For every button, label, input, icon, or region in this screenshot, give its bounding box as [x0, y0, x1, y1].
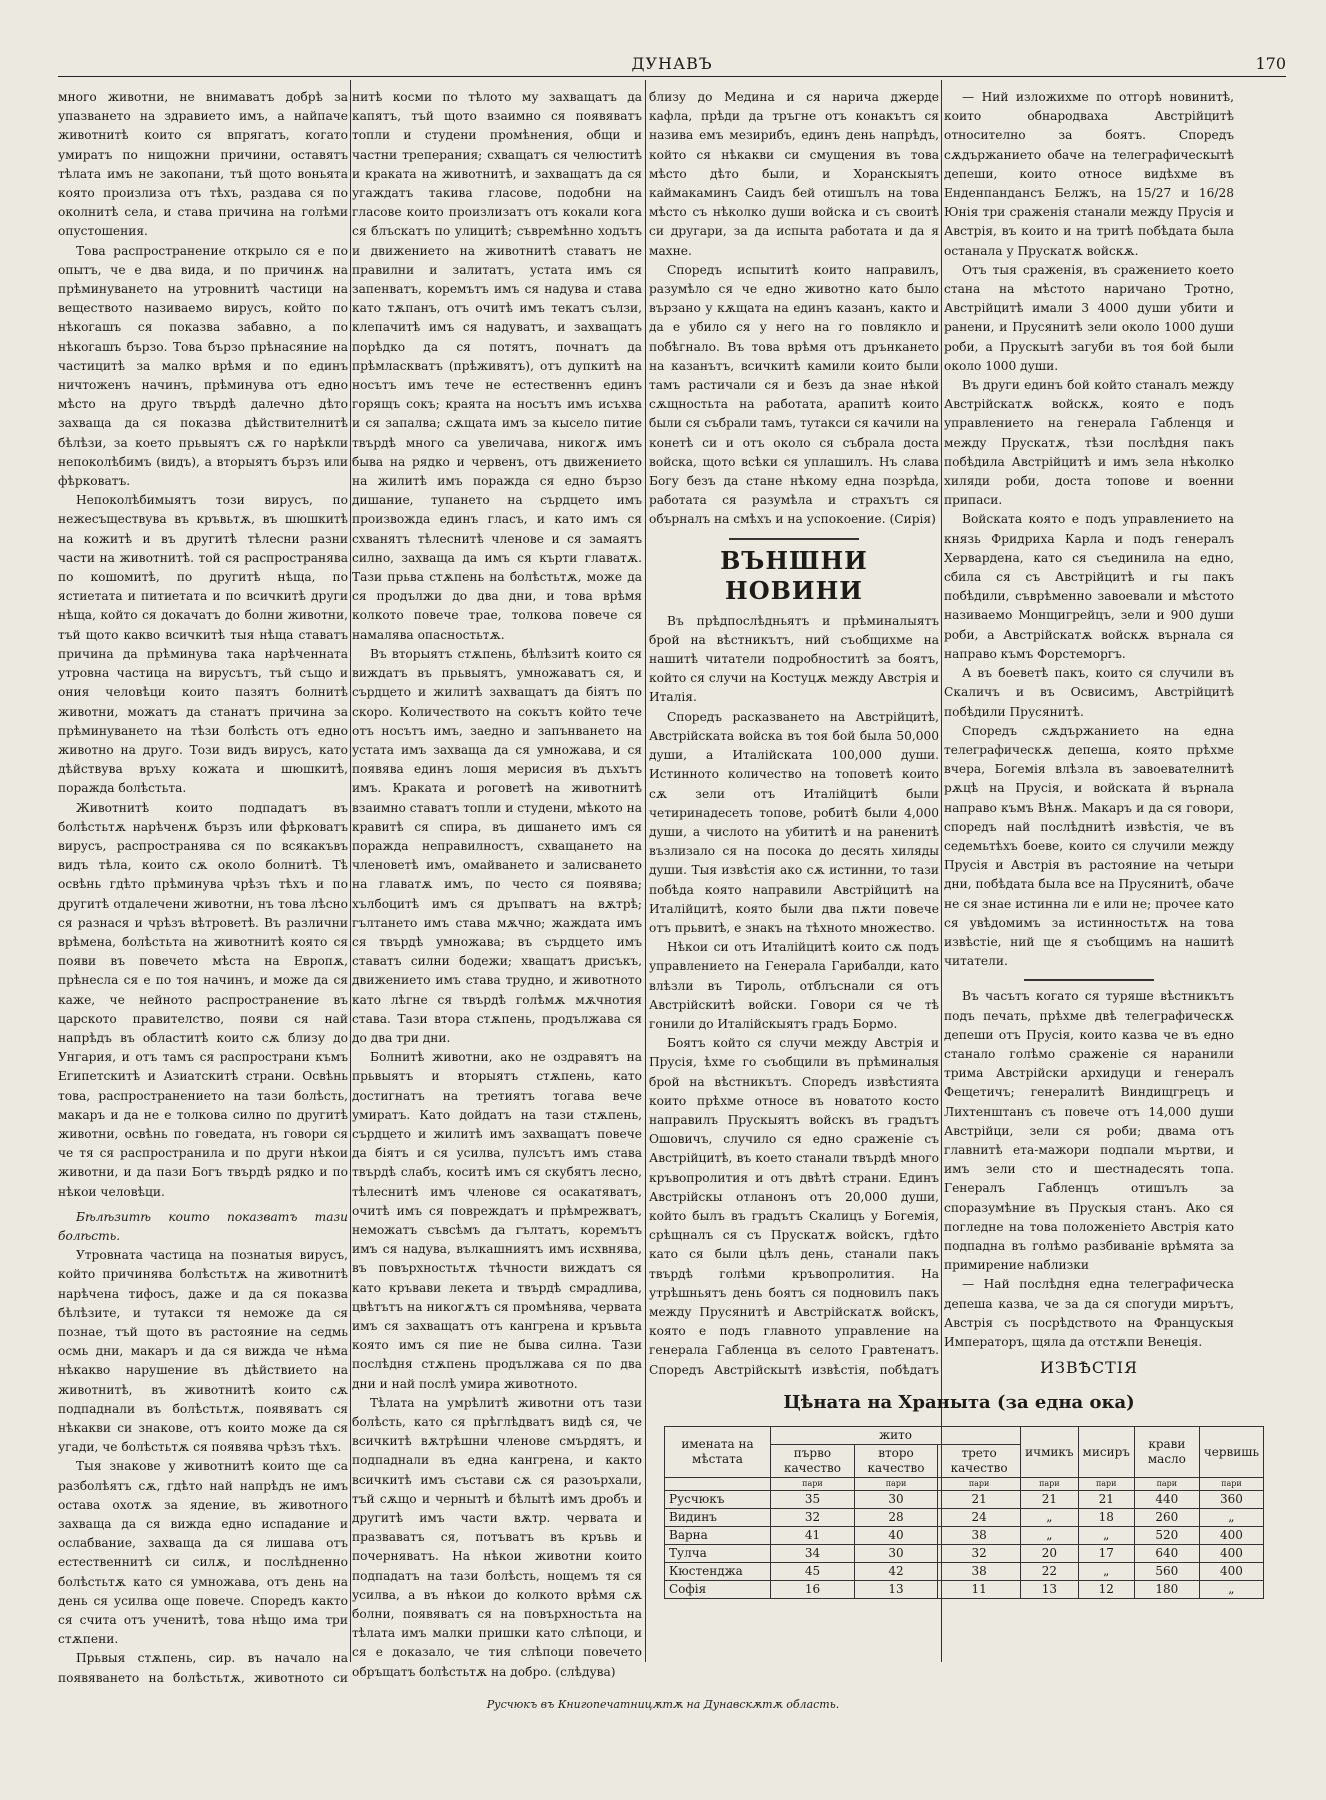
price-cell: 400 [1199, 1527, 1263, 1545]
price-cell: 640 [1134, 1545, 1199, 1563]
paragraph: Споредъ сѫдържанието на една телеграфическѫ депеша, която прѣхме вчера, Богемія влѣзла въ завоевателнитѣ рѫцѣ на Прусія, и войската й върнала направо къмъ Вѣнѫ. Макаръ и да ся говори, споредъ най послѣднитѣ извѣстія, че въ седемьтѣхъ боеве, които ся случили между Прусія и Австрія въ растояние на четыри дни, побѣдата была все на Прусянитѣ, обаче не ся знае истинна ли е или не; прочее като ся увѣдомимъ за истинностьтѫ на това извѣстіе, ний ще я съобщимъ на нашитѣ читатели. [944, 723, 1234, 969]
unit-label: пари [854, 1478, 937, 1491]
price-cell: 45 [770, 1563, 854, 1581]
paragraph: — Ний изложихме по отгорѣ новинитѣ, които обнародваха Австрійцитѣ относително за боятъ. Споредъ сѫдържанието обаче на телеграфическытѣ депеши, които относе видѣхме въ Енденпандансъ Белжъ, на 15/27 и 16/28 Юнія три сраженія станали между Прусія и Австрія, въ които и на тритѣ побѣдата была останала у Прускатѫ войскѫ. [944, 90, 1234, 258]
header-barley: ичмикъ [1021, 1427, 1078, 1478]
price-cell: 520 [1134, 1527, 1199, 1545]
header-butter: крави масло [1134, 1427, 1199, 1478]
paragraph: Болнитѣ животни, ако не оздравятъ на прьвыятъ и вторыятъ стѫпень, като достигнатъ на третиятъ тогава вече умиратъ. Като дойдатъ на тази стѫпень, сърдцето и жилитѣ имъ захващатъ повече да біятъ и ся усилва, пулсътъ имъ става твърдѣ слабъ, коситѣ имъ ся скубятъ лесно, тѣлеснитѣ имъ членове ся осакатяватъ, очитѣ имъ ся повреждатъ и прѣмрежватъ, неможатъ съвсѣмъ да гълтатъ, коремътъ имъ ся надува, вълкашниятъ имъ исхвнява, въ повърхностьтѫ тѣчности виждатъ ся като кръвави лекета и твърдѣ смрадлива, цвѣтътъ на никогѫтъ ся промѣнява, червата имъ ся захващатъ отъ кангрена и кръвьта която имъ ся пие не быва силна. Тази послѣдня стѫпень продължава ся по два дни и най послѣ умира животното. [352, 1050, 642, 1391]
city-cell: Видинъ [665, 1509, 771, 1527]
table-row [665, 1527, 1264, 1545]
page-number: 170 [1255, 54, 1286, 73]
price-cell: 42 [854, 1563, 937, 1581]
price-cell: 38 [938, 1527, 1021, 1545]
paragraph [944, 1381, 1234, 1382]
price-cell: 20 [1021, 1545, 1078, 1563]
price-cell: 32 [770, 1509, 854, 1527]
paragraph: — Най послѣдня една телеграфическа депеша казва, че за да ся спогуди мирътъ, Австрія съ посрѣдството на Францускыя Императоръ, щяла да отстѫпи Венеція. [944, 1277, 1234, 1349]
price-table [664, 1426, 1264, 1599]
unit-label: пари [770, 1478, 854, 1491]
price-cell: 400 [1199, 1545, 1263, 1563]
price-cell: 30 [854, 1545, 937, 1563]
price-cell: 13 [1021, 1581, 1078, 1599]
paragraph: близу до Медина и ся нарича джерде кафла, прѣди да тръгне отъ конакътъ ся назива емъ мезирибъ, единъ день напрѣдъ, който ся нѣкакви си смущения въ това мѣсто дѣто были, и Хоранскыятъ каймакаминъ Саидъ бей отишълъ на това мѣсто съ нѣколко души войска и съ своитѣ си другари, за да испыта работата и да я махне. [649, 90, 939, 258]
paragraph: Боятъ който ся случи между Австрія и Прусія, ѣхме го съобщили въ прѣминалыя брой на вѣстникътъ. Споредъ извѣстията които прѣхме относе въ новатото косто направилъ Прускыятъ войскъ въ градътъ Ошовичъ, случило ся едно сраженіе съ Австрійцитѣ, въ което станали твърдѣ много кръвопролития и отъ двѣтѣ страни. Единъ Австрійскы отланонъ отъ 20,000 души, който былъ въ градътъ Скалицъ у Богемія, срѣщналъ ся съ Прускатѫ войскъ, гдѣто като ся были цѣлъ день, станали пакъ твърдѣ голѣми кръвопролития. На утрѣшньятъ день боятъ ся подновилъ пакъ между Прусянитѣ и Австрійскатѫ войскъ, която е подъ главното управление на генерала Габленца въ селото Гравтенатъ. Споредъ Австрійскытѣ извѣстія, побѣдатъ [649, 1036, 939, 1377]
unit-label: пари [1078, 1478, 1134, 1491]
price-cell: 11 [938, 1581, 1021, 1599]
price-cell: 35 [770, 1491, 854, 1509]
header-wheat: жито [770, 1427, 1020, 1445]
paragraph: Споредъ испытитѣ които направилъ, разумѣло ся че едно животно като было вързано у кѫщата на единъ казанъ, както и да е убило ся у него на го повлякло и побѣгнало. Въ това врѣмя отъ дрънкането на казанътъ, всичкитѣ камили които были тамъ растичали ся и безъ да знае нѣкой сѫщностьта на работата, арапитѣ които были ся събрали тамъ, тутакси ся качили на конетѣ си и отъ около ся събрала доста войска, щото всѣки ся уплашилъ. Нъ слава Богу безъ да стане нѣкому една позрѣда, работата ся разумѣла и страхътъ ся обърналъ на смѣхъ и на успокоение. (Сирія) [649, 262, 939, 527]
header-first-quality: първо качество [770, 1445, 854, 1478]
paragraph: Нѣкои си отъ Италійцитѣ които сѫ подъ управлението на Генерала Гарибалди, като влѣзли въ Тироль, отблъснали ся отъ Австрійскитѣ войски. Говори ся че тѣ гонили до Италійскыятъ градъ Бормо. [649, 940, 939, 1031]
column-4 [944, 88, 1234, 1382]
price-cell: „ [1078, 1527, 1134, 1545]
price-cell: 38 [938, 1563, 1021, 1581]
paragraph: Въ други единъ бой който станалъ между Австрійскатѫ войскѫ, която е подъ управлението на генерала Габленця и между Прускатѫ, тѣзи послѣдня пакъ побѣдила Австрійцитѣ и имъ зела нѣколко хиляди роби, доста топове и военни припаси. [944, 378, 1234, 508]
paragraph: много животни, не внимаватъ добрѣ за упазването на здравието имъ, а найпаче животнитѣ които ся впрягатъ, когато умиратъ по нищожни причини, оставятъ тѣлата имъ не закопани, тъй щото воньята която произлиза отъ тѣхъ, раздава ся по околнитѣ села, и става причина на голѣми опустошения. [58, 90, 348, 239]
price-cell: 18 [1078, 1509, 1134, 1527]
header-third-quality: трето качество [938, 1445, 1021, 1478]
price-table-title: Цѣната на Храныта (за една ока) [783, 1392, 1135, 1413]
section-divider [1024, 979, 1154, 981]
header-city: имената на мѣстата [665, 1427, 771, 1478]
paragraph: А въ боеветѣ пакъ, които ся случили въ Скаличъ и въ Освисимъ, Австрійцитѣ побѣдили Прусянитѣ. [944, 666, 1234, 719]
price-cell: 17 [1078, 1545, 1134, 1563]
column-rule [350, 80, 351, 1662]
paragraph: Животнитѣ които подпадатъ въ болѣстьтѫ нарѣченѫ бързъ или фѣрковатъ вирусъ, распространява ся по всякакъвъ видъ тѣла, които сѫ около болнитѣ. Тѣ освѣнь гдѣто прѣминува чрѣзъ тѣхъ и по другитѣ отдалечени животни, нъ това лѣсно ся разнася и чрѣзъ вѣтроветѣ. Въ различни врѣмена, болѣстьта на животнитѣ която ся появи въ повечето мѣста на Европѫ, прѣнесла ся е по тоя начинъ, и може да ся каже, че нейното распространение въ царското правителство, появи ся най напрѣдъ въ областитѣ които сѫ близу до Унгария, и отъ тамъ ся распространи къмъ Египетскитѣ и Азиатскитѣ страни. Освѣнь това, распространението на тази болѣсть, макаръ и да не е толкова силно по другитѣ животни, освѣнь по говедата, нъ говори ся че тя ся распространила и по други нѣкои животни, и да пази Богъ твърдѣ рядко и по нѣкои человѣци. [58, 800, 348, 1199]
price-cell: 400 [1199, 1563, 1263, 1581]
price-cell: 30 [854, 1491, 937, 1509]
price-table-body [665, 1491, 1264, 1599]
paragraph: Непоколѣбимыятъ този вирусъ, по нежесъществува въ кръвьтѫ, въ шюшкитѣ на кожитѣ и въ другитѣ тѣлесни разни части на животнитѣ. той ся распространява по кошомитѣ, по другитѣ нѣща, по ястиетата и питиетата и по всичкитѣ други нѣща, който ся докачатъ до болни животни, тъй щото какво всичкитѣ тыя нѣща ставатъ причина да прѣминува така нарѣченната утровна частица на вирусътъ, тъй също и ония человѣци които пазятъ болнитѣ животни, можатъ да станатъ причина за прѣминуването на тѣзи болѣсть отъ едно животно на друго. Този видъ вирусъ, като дѣйствува връху кожата и шюшкитѣ, поражда болѣстьта. [58, 493, 348, 796]
price-cell: 41 [770, 1527, 854, 1545]
price-cell: 260 [1134, 1509, 1199, 1527]
price-cell: 440 [1134, 1491, 1199, 1509]
unit-label: пари [1134, 1478, 1199, 1491]
price-cell: 34 [770, 1545, 854, 1563]
table-row [665, 1545, 1264, 1563]
price-cell: „ [1199, 1581, 1263, 1599]
price-cell: 13 [854, 1581, 937, 1599]
column-3 [649, 88, 939, 1382]
price-cell: 180 [1134, 1581, 1199, 1599]
paragraph: Споредъ раскaзването на Австрійцитѣ, Австрійската войска въ тоя бой была 50,000 души, а Италійската 100,000 души. Истинното количество на топоветѣ които сѫ зели отъ Италійцитѣ были четиринадесеть топове, робитѣ были 4,000 души, а числото на убититѣ и на раненитѣ възлизало ся на посока до десять хиляды души. Тыя извѣстія ако сѫ истинни, то тази побѣда която направили Австрійцитѣ на Италійцитѣ, която были два пѫти повече отъ прьвитѣ, е знакъ на тѣхното множество. [649, 709, 939, 935]
section-heading: ВЪНШНИ НОВИНИ [720, 545, 868, 605]
city-cell: Русчюкъ [665, 1491, 771, 1509]
header-tallow: червишь [1199, 1427, 1263, 1478]
paragraph: Въ прѣдпослѣдньятъ и прѣминалыятъ брой на вѣстникътъ, ний съобщихме на нашитѣ читатели подробноститѣ за боятъ, който ся случи на Костуцѫ между Австрія и Италія. [649, 613, 939, 705]
price-cell: „ [1021, 1509, 1078, 1527]
paragraph: Тѣлата на умрѣлитѣ животни отъ тази болѣсть, като ся прѣглѣдватъ видѣ ся, че всичкитѣ вѫтрѣшни членове смърдятъ, и подпаднали въ една кангрена, и както всичкитѣ имъ състави сѫ ся разоърхали, тъй сѫщо и чернытѣ и бѣлытѣ имъ дробъ и другитѣ имъ части вѫтр. червата и празваватъ ся, потъватъ въ кръвь и почерняватъ. На нѣкои животни които подпадатъ на тази болѣсть, нощемъ тя ся усилва, а въ нѣкои до колкото врѣмя сѫ болни, появяватъ ся на повърхностьта на тѣлата имъ малки пришки като слѣпоци, и ся е доказало, че тия слѣпоци повечето обръщатъ болѣстьтѫ на добро. (слѣдува) [352, 1395, 642, 1679]
price-cell: 21 [1078, 1491, 1134, 1509]
price-cell: 12 [1078, 1581, 1134, 1599]
city-cell: Кюстенджа [665, 1563, 771, 1581]
unit-label: пари [1021, 1478, 1078, 1491]
unit-label: пари [938, 1478, 1021, 1491]
price-cell: 28 [854, 1509, 937, 1527]
city-cell: Варна [665, 1527, 771, 1545]
table-row [665, 1563, 1264, 1581]
table-row [665, 1491, 1264, 1509]
paragraph: Утровната частица на познатыя вирусъ, който причинява болѣстьтѫ на животнитѣ нарѣчена тифосъ, даже и да ся показва бѣлѣзите, и тутакси тя неможе да ся познае, тъй щото въ растояние на седмь осмь дни, макаръ и да ся вижда че нѣма нѣкакво нарушение въ дѣйствието на животнитѣ, въ животнитѣ които сѫ подпаднали въ болѣстьтѫ, появяватъ ся нѣкакви си знакове, отъ които може да ся угади, че болѣстьтѫ ся появява чрѣзъ тѣхъ. [58, 1248, 348, 1455]
page-header [58, 52, 1286, 77]
header-corn: мисиръ [1078, 1427, 1134, 1478]
city-cell: Софія [665, 1581, 771, 1599]
price-cell: 360 [1199, 1491, 1263, 1509]
paragraph: Тыя знакове у животнитѣ които ще са разболѣятъ сѫ, гдѣто най напрѣдъ не имъ остава охотѫ за ядение, въ животного захваща да ся вижда едно испадание и ослабвание, захваща да ся лишава отъ естественнитѣ си силѫ, и послѣдненно болѣстьтѫ като ся умножава, отъ день на день ся усилва още повече. Споредъ както ся счита отъ ученитѣ, това нѣщо има три стѫпени. [58, 1459, 348, 1647]
paragraph: Това распространение открыло ся е по опытъ, че е два вида, и по причинѫ на прѣминуването на утровнитѣ частици на веществото називаемо вирусъ, който по нѣкогашъ ся показва забавно, а по нѣкогашъ бързо. Това бързо прѣнасяние на частицитѣ за малко врѣмя и по единъ ничтоженъ начинъ, прѣминува отъ едно мѣсто на друго твърдѣ далечно дѣто захваща да ся показва дѣйствителнитѣ бѣлѣзи, за което прьвыятъ сѫ го нарѣкли непоколѣбимъ (видъ), а вторыятъ бързъ или фѣрковатъ. [58, 243, 348, 489]
newspaper-title: ДУНАВЪ [631, 54, 713, 73]
paragraph: Въ вторыятъ стѫпень, бѣлѣзитѣ които ся виждатъ въ прьвыятъ, умножаватъ ся, и сърдцето и жилитѣ захващатъ да біятъ по скоро. Количеството на сокътъ който тече отъ носътъ имъ, заедно и запънването на устата имъ захваща да ся умножава, и ся появява единъ лошя мерисия въ дъхътъ имъ. Краката и роговетѣ на животнитѣ взаимно ставатъ топли и студени, мѣкото на кравитѣ ся спира, въ дишането имъ ся поражда неправилностъ, схващането на членоветѣ имъ, омайването и залисването на главатѫ имъ, по често ся появява; хълбоцитѣ имъ ся дръпватъ на вѫтрѣ; гълтането имъ става мѫчно; жаждата имъ ся твърдѣ умножава; въ сърдцето имъ ставатъ силни бодежи; хващатъ дрисъкъ, движението имъ става трудно, и животното като лѣгне ся твърдѣ голѣмѫ мѫчнотия става. Тази втора стѫпень, продължава ся до два три дни. [352, 646, 642, 1045]
price-cell: 560 [1134, 1563, 1199, 1581]
price-cell: 24 [938, 1509, 1021, 1527]
table-row [665, 1581, 1264, 1599]
price-cell: 32 [938, 1545, 1021, 1563]
price-cell: „ [1021, 1527, 1078, 1545]
paragraph: Прьвыя стѫпень, сир. въ начало на появяването на болѣстьтѫ, животното си [58, 1651, 348, 1685]
column-2 [352, 88, 642, 1688]
price-cell: 21 [1021, 1491, 1078, 1509]
header-second-quality: второ качество [854, 1445, 937, 1478]
column-rule [645, 80, 646, 1662]
table-row [665, 1509, 1264, 1527]
paragraph: Въ часътъ когато ся туряше вѣстникътъ подъ печать, прѣхме двѣ телеграфическѫ депеши отъ Прусія, които казва че въ едно станало голѣмо сраженіе ся наранили трима Австрійски архидуци и генералъ Фещетичъ; генералитѣ Виндищгрецъ и Лихтенштанъ съ повече отъ 14,000 души Австрійци, зели ся роби; двама отъ главнитѣ ета-мажори подпали мъртви, и имъ зели сто и шестнадесять топа. Генералъ Габленцъ отишълъ за споразумѣние въ Прускыя станъ. Ако ся погледне на това положеніето Австрія като подпадна въ голѣмо разбиваніе врѣмята за примирение наблизки [944, 989, 1234, 1273]
price-cell: 40 [854, 1527, 937, 1545]
price-cell: „ [1199, 1509, 1263, 1527]
section-heading: ИЗВѢСТІЯ [1039, 1358, 1139, 1378]
price-cell: 21 [938, 1491, 1021, 1509]
paragraph: Войската която е подъ управлението на князь Фридриха Карла и подъ генералъ Херварденa, като ся съединила на едно, сбила ся съ Австрійцитѣ и гы пакъ побѣдили, съврѣменно завоевали и мѣстото називаемо Монщигрейцъ, зели и 900 души роби, а Австрійскатѫ войскѫ върнала ся направо къмъ Форстеморгъ. [944, 512, 1234, 661]
city-cell: Тулча [665, 1545, 771, 1563]
unit-label: пари [1199, 1478, 1263, 1491]
imprint-footer: Русчюкъ въ Книгопечатницѫтѫ на Дунавскѫтѫ область. [486, 1698, 840, 1711]
paragraph: нитѣ косми по тѣлото му захващатъ да капятъ, тъй щото взаимно ся появяватъ топли и студени промѣнения, общи и частни треперания; схващатъ ся челюститѣ и краката на животнитѣ, и захващатъ да ся угаждатъ такива гласове, подобни на гласове които произлизатъ отъ кокали кога ся блъскатъ по улицитѣ; съвремѣнно ходътъ и движението на животнитѣ ставатъ не правилни и залитатъ, устата имъ ся запенватъ, коремътъ имъ ся надува и става като тѫпанъ, отъ очитѣ имъ текатъ сълзи, клепачитѣ имъ ся надуватъ, и захващатъ порѣдко да ся потятъ, почнатъ да прѣмлаcкватъ (прѣживятъ), отъ дупкитѣ на носътъ имъ тече не естественнъ единъ горящъ сокъ; краята на носътъ имъ исъхва и ся запалва; сѫщата имъ за кысело питие твърдѣ много са увеличава, никогѫ имъ быва на рядко и червенъ, отъ движението на жилитѣ имъ поражда ся едно бързо дишание, тупането на сърдцето имъ произвожда единъ гласъ, и като имъ ся схванятъ тѣлеснитѣ членове и ся замаятъ силно, захваща да имъ ся кърти главатѫ. Тази прьва стѫпень на болѣстьтѫ, може да ся продължи до два дни, и това врѣмя колкото повече трае, толкова повече ся намалява опасностьтѫ. [352, 90, 642, 642]
paragraph: Отъ тыя сраженія, въ сражението което стана на мѣстото наричано Тротно, Австрійцитѣ имали 3 4000 души убити и ранени, и Прусянитѣ зели около 1000 души роби, а Прускытѣ загуби въ тоя бой были около 1000 души. [944, 262, 1234, 373]
price-cell: 22 [1021, 1563, 1078, 1581]
column-1 [58, 88, 348, 1688]
subheading: Бѣлѣзитѣ които показватъ тази болѣсть. [58, 1209, 348, 1243]
section-divider [729, 538, 859, 540]
price-cell: 16 [770, 1581, 854, 1599]
price-cell: „ [1078, 1563, 1134, 1581]
column-rule [941, 80, 942, 1662]
